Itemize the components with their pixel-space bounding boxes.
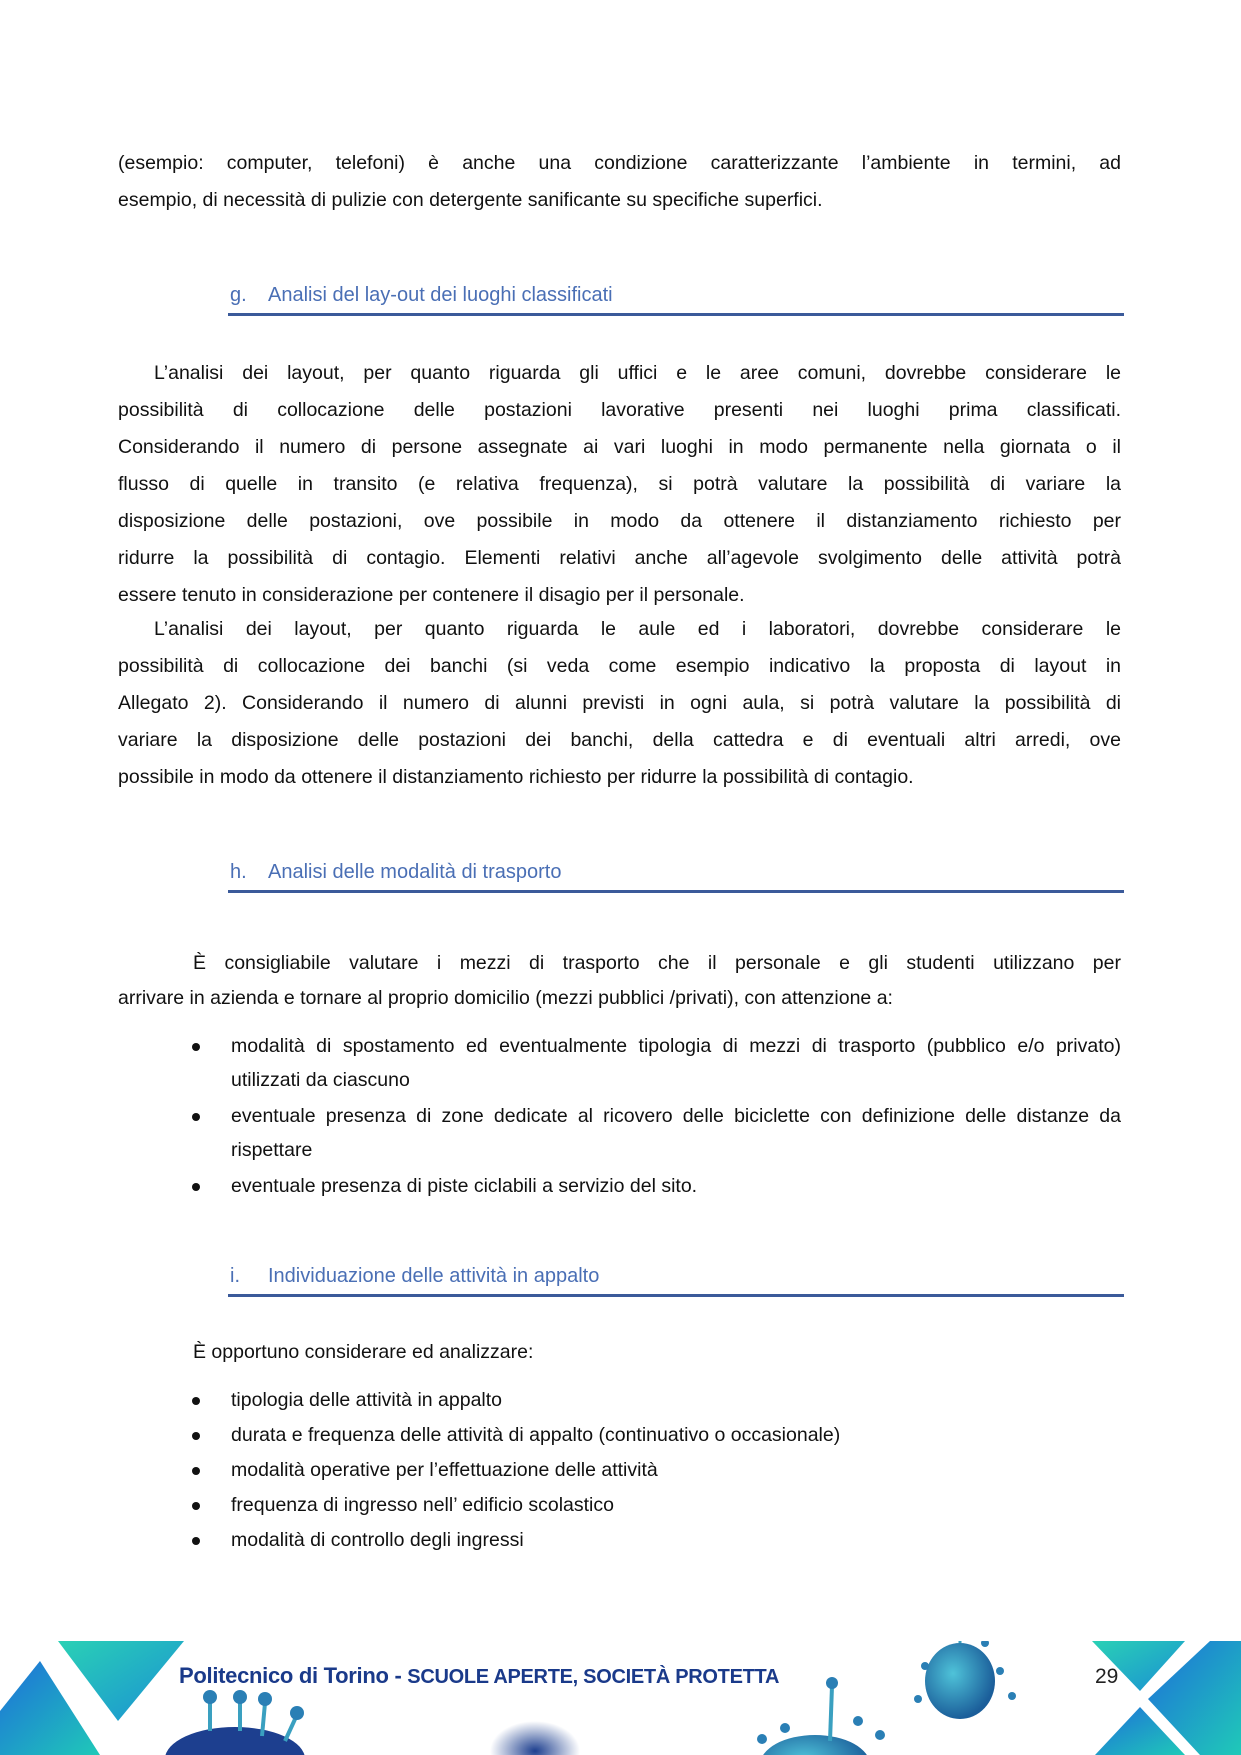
text-line: È consigliabile valutare i mezzi di trasporto che il personale e gli studenti utilizzano per xyxy=(193,952,1121,974)
text-line: Considerando il numero di persone assegnate ai vari luoghi in modo permanente nella giornata o il xyxy=(118,436,1121,458)
page-footer xyxy=(0,1641,1241,1755)
bullet-icon xyxy=(192,1113,200,1121)
list-item-text: eventuale presenza di piste ciclabili a servizio del sito. xyxy=(231,1175,698,1197)
list-item-text: eventuale presenza di zone dedicate al ricovero delle biciclette con definizione delle distanze da rispettare xyxy=(231,1105,1121,1161)
bullet-icon xyxy=(192,1467,200,1475)
virus-icon xyxy=(165,1690,305,1755)
section-title: Individuazione delle attività in appalto xyxy=(268,1265,600,1287)
list-item xyxy=(190,1099,1121,1167)
section-g-paragraph-2 xyxy=(118,611,1121,796)
list-item-text: tipologia delle attività in appalto xyxy=(231,1389,503,1411)
intro-paragraph xyxy=(118,145,1121,219)
page-number: 29 xyxy=(1095,1665,1119,1688)
section-number: i. xyxy=(230,1265,240,1287)
bullet-icon xyxy=(192,1432,200,1440)
text-line: L’analisi dei layout, per quanto riguarda gli uffici e le aree comuni, dovrebbe considerare le xyxy=(154,362,1121,384)
bullet-icon xyxy=(192,1502,200,1510)
footer-decoration xyxy=(0,1641,1241,1755)
section-title: Analisi del lay-out dei luoghi classificati xyxy=(268,284,613,306)
section-number: h. xyxy=(230,861,247,883)
list-item xyxy=(190,1418,1121,1453)
section-i-bullet-list xyxy=(190,1383,1121,1558)
bullet-icon xyxy=(192,1043,200,1051)
blurred-virus-icon xyxy=(490,1721,580,1755)
section-title: Analisi delle modalità di trasporto xyxy=(268,861,562,883)
section-h-paragraph xyxy=(118,946,1121,1016)
list-item xyxy=(190,1488,1121,1523)
virus-icon xyxy=(757,1641,1016,1755)
section-h-bullet-list xyxy=(190,1029,1121,1203)
text-line: ridurre la possibilità di contagio. Elementi relativi anche all’agevole svolgimento delle attività potrà xyxy=(118,547,1121,569)
section-heading-i xyxy=(228,1265,1124,1297)
right-triangles-icon xyxy=(1092,1641,1241,1755)
bullet-icon xyxy=(192,1183,200,1191)
section-g-paragraph-1 xyxy=(118,355,1121,614)
footer-title xyxy=(179,1663,779,1689)
text-line: esempio, di necessità di pulizie con detergente sanificante su specifiche superfici. xyxy=(118,189,823,211)
text-line: essere tenuto in considerazione per contenere il disagio per il personale. xyxy=(118,584,745,606)
list-item xyxy=(190,1523,1121,1558)
text-line: Allegato 2). Considerando il numero di alunni previsti in ogni aula, si potrà valutare la possibilità di xyxy=(118,692,1121,714)
text-line: possibilità di collocazione dei banchi (si veda come esempio indicativo la proposta di layout in xyxy=(118,655,1121,677)
bullet-icon xyxy=(192,1397,200,1405)
list-item-text: modalità operative per l’effettuazione delle attività xyxy=(231,1459,658,1481)
list-item xyxy=(190,1169,1121,1203)
list-item-text: modalità di controllo degli ingressi xyxy=(231,1529,524,1551)
footer-project-name: SCUOLE APERTE, SOCIETÀ PROTETTA xyxy=(407,1666,780,1688)
left-triangles-icon xyxy=(0,1641,184,1755)
section-heading-g xyxy=(228,284,1124,316)
text-line: disposizione delle postazioni, ove possibile in modo da ottenere il distanziamento richiesto per xyxy=(118,510,1121,532)
list-item-text: durata e frequenza delle attività di appalto (continuativo o occasionale) xyxy=(231,1424,841,1446)
text-line: (esempio: computer, telefoni) è anche una condizione caratterizzante l’ambiente in termini, ad xyxy=(118,152,1121,174)
list-item-text: modalità di spostamento ed eventualmente tipologia di mezzi di trasporto (pubblico e/o privato) utilizzati da ciascuno xyxy=(231,1035,1121,1091)
list-item xyxy=(190,1383,1121,1418)
section-number: g. xyxy=(230,284,247,306)
list-item xyxy=(190,1453,1121,1488)
section-heading-h xyxy=(228,861,1124,893)
text-line: flusso di quelle in transito (e relativa frequenza), si potrà valutare la possibilità di variare la xyxy=(118,473,1121,495)
list-item xyxy=(190,1029,1121,1097)
section-i-intro xyxy=(193,1334,1093,1371)
footer-institution: Politecnico di Torino - xyxy=(179,1663,408,1688)
text-line: possibile in modo da ottenere il distanziamento richiesto per ridurre la possibilità di contagio. xyxy=(118,766,914,788)
bullet-icon xyxy=(192,1537,200,1545)
list-item-text: frequenza di ingresso nell’ edificio scolastico xyxy=(231,1494,614,1516)
text-line: È opportuno considerare ed analizzare: xyxy=(193,1341,534,1363)
text-line: arrivare in azienda e tornare al proprio domicilio (mezzi pubblici /privati), con attenzione a: xyxy=(118,987,893,1009)
text-line: variare la disposizione delle postazioni dei banchi, della cattedra e di eventuali altri arredi, ove xyxy=(118,729,1121,751)
text-line: possibilità di collocazione delle postazioni lavorative presenti nei luoghi prima classificati. xyxy=(118,399,1121,421)
text-line: L’analisi dei layout, per quanto riguarda le aule ed i laboratori, dovrebbe considerare le xyxy=(154,618,1121,640)
